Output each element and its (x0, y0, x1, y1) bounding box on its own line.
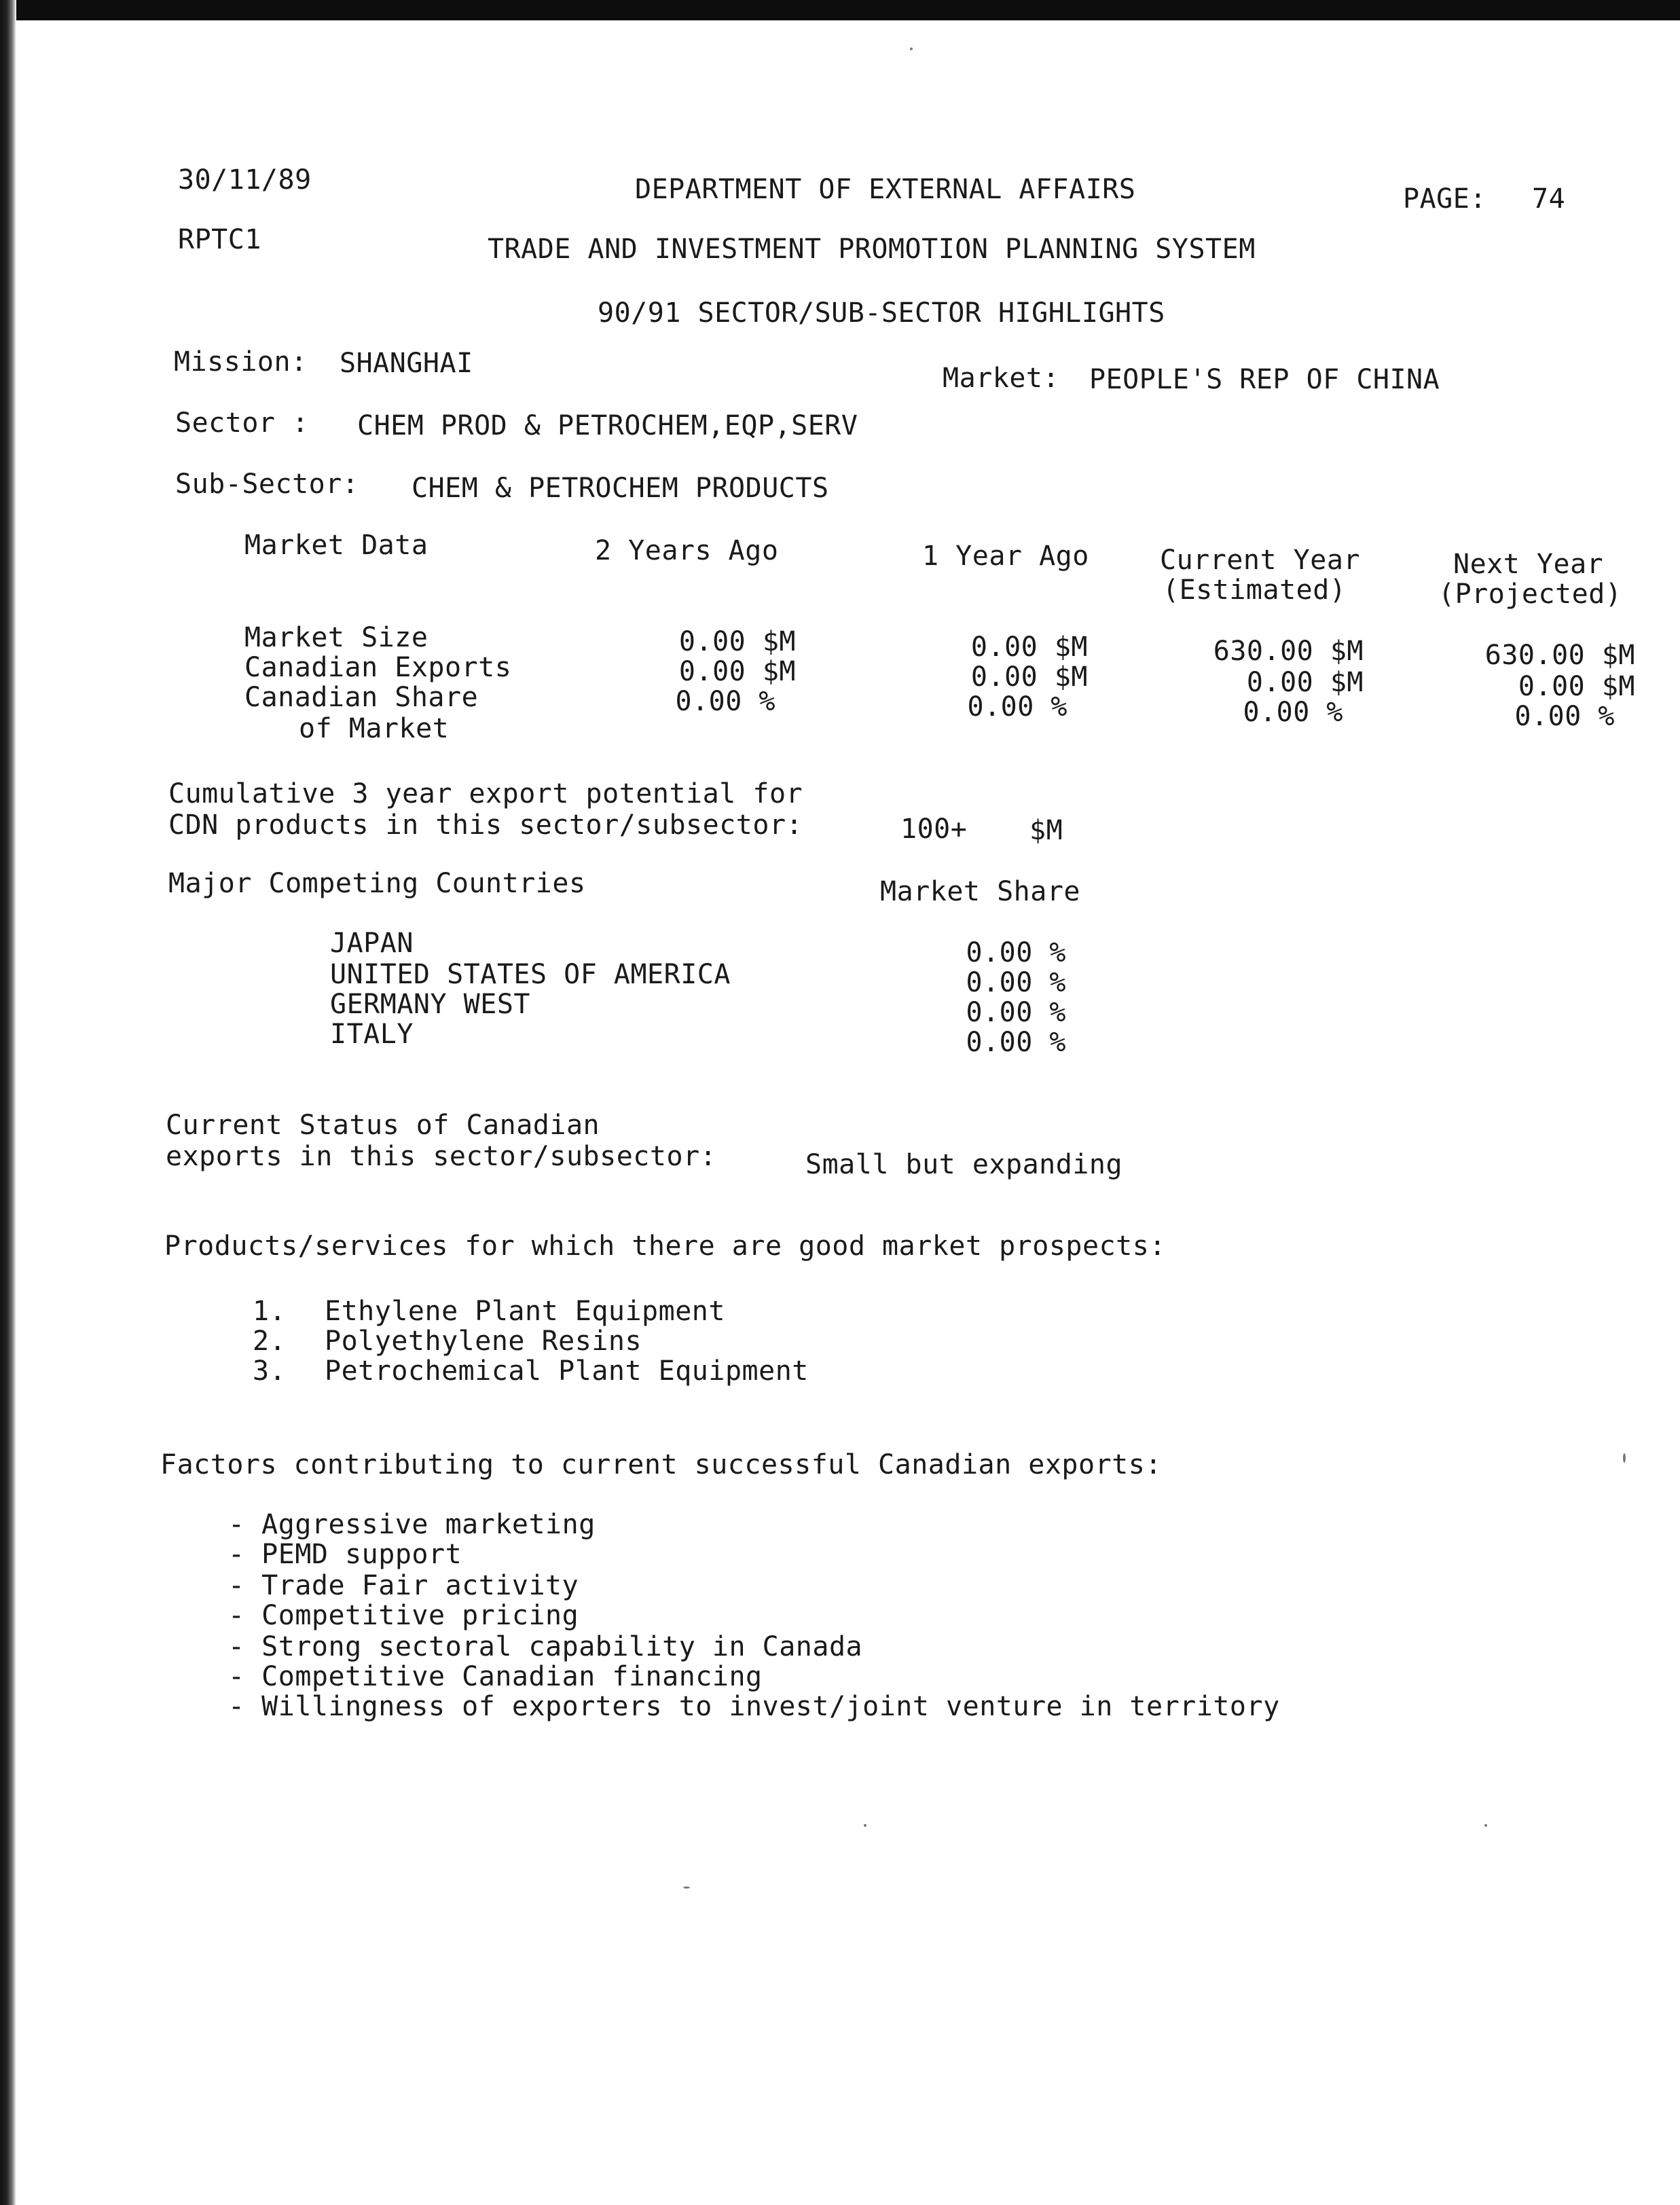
cell-exports-2y: 0.00 $M (678, 656, 796, 687)
competitor-share: 0.00 % (966, 997, 1066, 1028)
col-header-current-year: Current Year (1160, 545, 1360, 576)
col-subheader-projected: (Projected) (1438, 579, 1622, 610)
scan-speck (1623, 1453, 1626, 1463)
list-item: - Trade Fair activity (228, 1570, 579, 1601)
report-title: 90/91 SECTOR/SUB-SECTOR HIGHLIGHTS (598, 297, 1165, 329)
cell-market-size-current: 630.00 $M (1213, 636, 1364, 667)
competitor-country: JAPAN (330, 928, 414, 959)
list-item: Ethylene Plant Equipment (325, 1296, 725, 1327)
competitors-header: Major Competing Countries (168, 868, 586, 899)
col-header-next-year: Next Year (1453, 549, 1604, 580)
col-subheader-estimated: (Estimated) (1163, 575, 1347, 606)
scan-edge-top (0, 0, 1680, 20)
list-item: - Willingness of exporters to invest/joint venture in territory (228, 1691, 1280, 1722)
list-item: - Strong sectoral capability in Canada (228, 1631, 863, 1662)
scan-speck (683, 1887, 690, 1889)
scan-speck (1484, 1824, 1487, 1827)
mission-value: SHANGHAI (340, 348, 473, 379)
market-label: Market: (943, 363, 1060, 394)
list-item: - PEMD support (228, 1539, 462, 1570)
sector-label: Sector : (175, 407, 309, 439)
cell-share-current: 0.00 % (1243, 697, 1343, 728)
cell-share-1y: 0.00 % (967, 691, 1067, 723)
report-date: 30/11/89 (178, 164, 312, 196)
page-number: 74 (1532, 183, 1566, 215)
cell-market-size-1y: 0.00 $M (970, 632, 1088, 663)
list-item-number: 1. (253, 1296, 287, 1327)
cell-exports-current: 0.00 $M (1246, 667, 1364, 698)
market-share-header: Market Share (880, 876, 1080, 907)
competitor-share: 0.00 % (966, 937, 1066, 968)
list-item-number: 3. (253, 1355, 287, 1387)
mission-label: Mission: (174, 346, 308, 378)
potential-value: 100+ (900, 814, 968, 845)
list-item: - Aggressive marketing (228, 1509, 596, 1540)
scan-speck (910, 48, 913, 50)
subsector-value: CHEM & PETROCHEM PRODUCTS (412, 473, 829, 504)
row-label-canadian-share: Canadian Share (244, 682, 479, 713)
competitor-share: 0.00 % (966, 1027, 1066, 1058)
cell-exports-1y: 0.00 $M (970, 661, 1088, 693)
row-label-canadian-exports: Canadian Exports (244, 652, 512, 683)
factors-header: Factors contributing to current successful Canadian exports: (160, 1449, 1162, 1480)
cell-exports-next: 0.00 $M (1518, 671, 1635, 702)
department-title: DEPARTMENT OF EXTERNAL AFFAIRS (635, 174, 1136, 205)
cell-market-size-2y: 0.00 $M (678, 626, 796, 657)
competitor-share: 0.00 % (966, 967, 1066, 998)
market-value: PEOPLE'S REP OF CHINA (1089, 364, 1440, 395)
list-item: Polyethylene Resins (325, 1326, 642, 1357)
list-item: - Competitive pricing (228, 1600, 579, 1631)
system-title: TRADE AND INVESTMENT PROMOTION PLANNING SYSTEM (488, 234, 1256, 265)
cell-share-next: 0.00 % (1514, 701, 1615, 732)
potential-line-2: CDN products in this sector/subsector: (168, 809, 803, 841)
sector-value: CHEM PROD & PETROCHEM,EQP,SERV (357, 410, 858, 441)
list-item: Petrochemical Plant Equipment (325, 1355, 809, 1387)
col-header-2-years-ago: 2 Years Ago (595, 535, 779, 566)
list-item: - Competitive Canadian financing (228, 1661, 763, 1692)
cell-market-size-next: 630.00 $M (1484, 640, 1635, 671)
scan-speck (864, 1824, 866, 1827)
status-value: Small but expanding (805, 1149, 1123, 1180)
row-label-of-market: of Market (299, 713, 450, 744)
potential-line-1: Cumulative 3 year export potential for (168, 778, 803, 809)
col-header-1-year-ago: 1 Year Ago (922, 541, 1089, 572)
report-code: RPTC1 (178, 224, 261, 255)
status-line-1: Current Status of Canadian (166, 1110, 600, 1141)
cell-share-2y: 0.00 % (675, 686, 775, 717)
status-line-2: exports in this sector/subsector: (166, 1141, 717, 1172)
row-label-market-size: Market Size (244, 622, 428, 653)
competitor-country: GERMANY WEST (330, 989, 530, 1020)
competitor-country: ITALY (330, 1019, 414, 1050)
page-label: PAGE: (1403, 183, 1486, 215)
market-data-header: Market Data (244, 530, 428, 561)
scan-edge-left (0, 0, 16, 2205)
competitor-country: UNITED STATES OF AMERICA (330, 959, 731, 990)
potential-unit: $M (1029, 815, 1063, 846)
subsector-label: Sub-Sector: (175, 469, 359, 500)
prospects-header: Products/services for which there are good market prospects: (164, 1231, 1166, 1262)
list-item-number: 2. (253, 1326, 287, 1357)
